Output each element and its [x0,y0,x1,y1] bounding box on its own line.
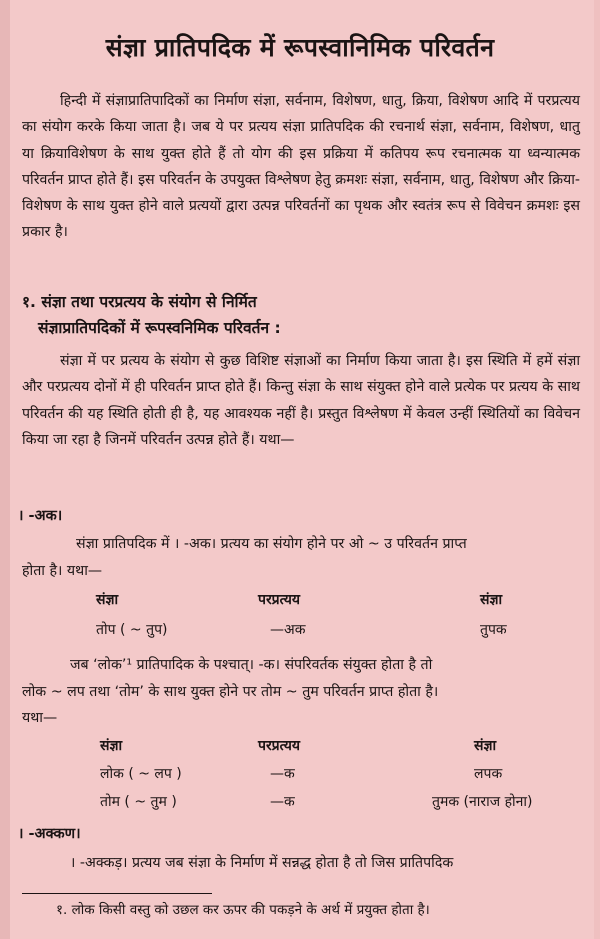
table2-row2-suffix: —क [270,794,295,810]
table2-row2-noun: तोम ( ~ तुम ) [100,794,177,810]
suffix-k-line-1: जब ‘लोक’¹ प्रातिपादिक के पश्चात्। -क। संपरिवर्तक संयुक्त होता है तो [70,657,433,673]
suffix-akkan-line-1: । -अक्कड़। प्रत्यय जब संज्ञा के निर्माण में सन्नद्ध होता है तो जिस प्रातिपदिक [70,855,454,871]
footnote: १. लोक किसी वस्तु को उछल कर ऊपर की पकड़ने के अर्थ में प्रयुक्त होता है। [56,902,430,918]
table1-header-noun: संज्ञा [96,592,119,608]
section-heading-1: १. संज्ञा तथा परप्रत्यय के संयोग से निर्मित [22,293,257,311]
table2-header-result: संज्ञा [474,738,497,754]
section-paragraph: संज्ञा में पर प्रत्यय के संयोग से कुछ विशिष्ट संज्ञाओं का निर्माण किया जाता है। इस स्थिति में हमें संज्ञा और परप्रत्यय दोनों में ही परिवर्तन प्राप्त होते हैं। किन्तु संज्ञा के साथ संयुक्त होने वाले प्रत्येक पर प्रत्यय के साथ परिवर्तन की यह स्थिति होती ही है, यह आवश्यक नहीं है। प्रस्तुत विश्लेषण में केवल उन्हीं स्थितियों का विवेचन किया जा रहा है जिनमें परिवर्तन उत्पन्न होते हैं। यथा— [22,353,580,448]
suffix-k-line-2: लोक ~ लप तथा ‘तोम’ के साथ युक्त होने पर तोम ~ तुम परिवर्तन प्राप्त होता है। [22,684,439,700]
table2-row1-suffix: —क [270,766,295,782]
suffix-k-line-3: यथा— [22,710,58,726]
suffix-ak-line-1: संज्ञा प्रातिपदिक में । -अक। प्रत्यय का संयोग होने पर ओ ~ उ परिवर्तन प्राप्त [76,536,467,552]
page-title: संज्ञा प्रातिपदिक में रूपस्वानिमिक परिवर्तन [105,33,495,62]
table1-row1-suffix: —अक [270,622,306,638]
table2-header-noun: संज्ञा [100,738,123,754]
table1-row1-result: तुपक [480,622,507,638]
table1-header-suffix: परप्रत्यय [258,592,300,608]
page-edge [594,0,600,939]
page-gutter [0,0,10,939]
table1-header-result: संज्ञा [480,592,503,608]
table2-row1-noun: लोक ( ~ लप ) [100,766,182,782]
table2-row1-result: लपक [474,766,503,782]
suffix-ak-line-2: होता है। यथा— [22,563,103,579]
footnote-divider [22,893,212,894]
table2-row2-result: तुमक (नाराज होना) [432,794,533,810]
intro-paragraph: हिन्दी में संज्ञाप्रातिपादिकों का निर्माण संज्ञा, सर्वनाम, विशेषण, धातु, क्रिया, विशेषण आदि में परप्रत्यय का संयोग करके किया जाता है। जब ये पर प्रत्यय संज्ञा प्रातिपदिक की रचनार्थ संज्ञा, सर्वनाम, विशेषण, धातु या क्रियाविशेषण के साथ युक्त होते हैं तो योग की इस प्रक्रिया में कतिपय रूप रचनात्मक या ध्वन्यात्मक परिवर्तन प्राप्त होते हैं। इस परिवर्तन के उपयुक्त विश्लेषण हेतु क्रमशः संज्ञा, सर्वनाम, धातु, विशेषण और क्रिया-विशेषण के साथ युक्त होने वाले प्रत्ययों द्वारा उत्पन्न परिवर्तनों का पृथक और स्वतंत्र रूप से विवेचन क्रमशः इस प्रकार है। [22,93,580,241]
section-heading-2: संज्ञाप्रातिपदिकों में रूपस्वनिमिक परिवर्तन : [38,319,281,337]
suffix-akkan-label: । -अक्कण। [18,826,81,842]
table2-header-suffix: परप्रत्यय [258,738,300,754]
table1-row1-noun: तोप ( ~ तुप) [96,622,168,638]
suffix-ak-label: । -अक। [18,508,63,524]
